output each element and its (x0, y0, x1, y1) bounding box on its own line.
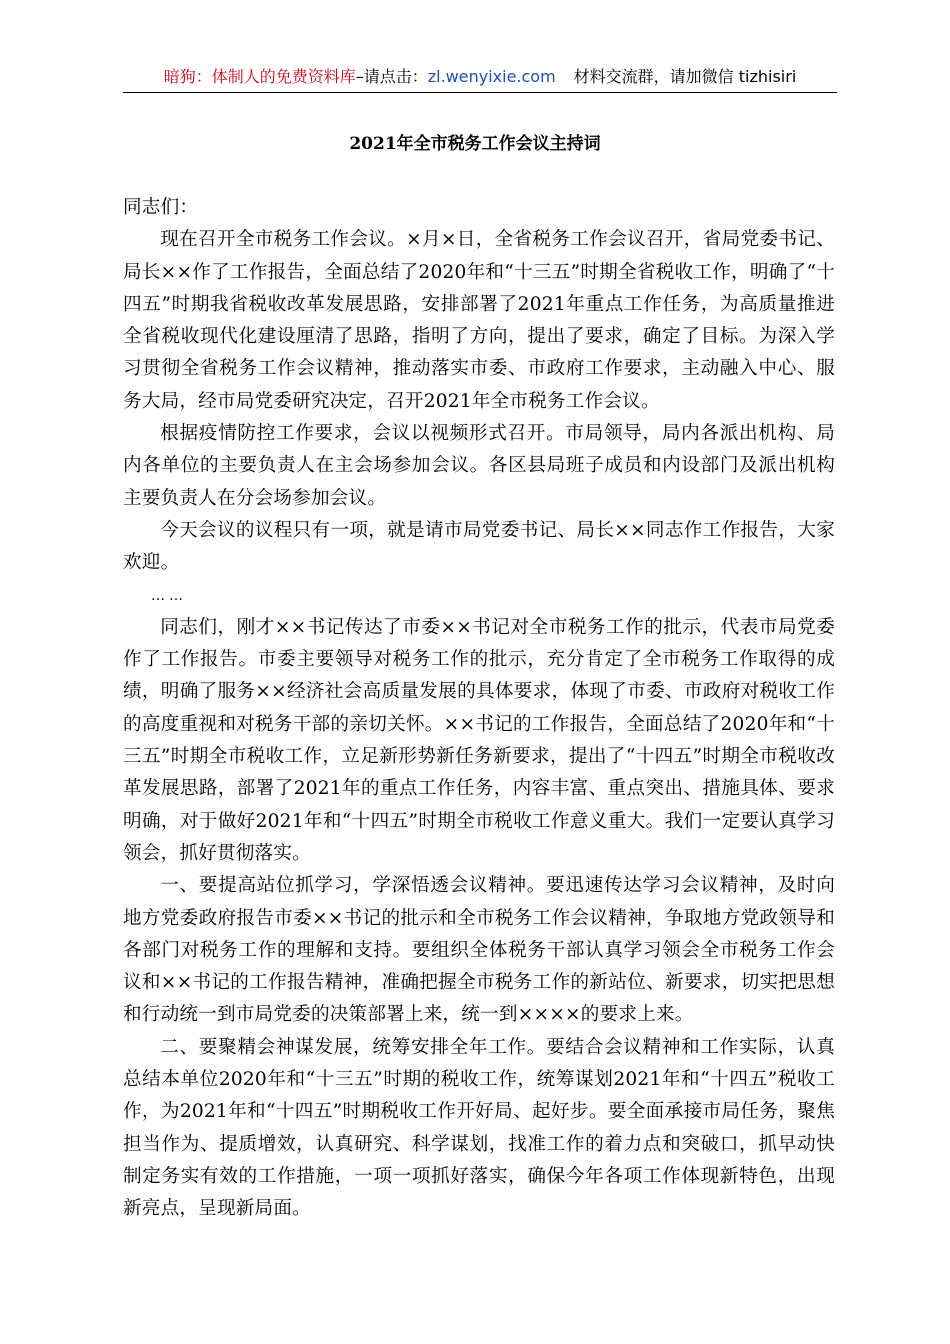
paragraph-6: 二、要聚精会神谋发展，统筹安排全年工作。要结合会议精神和工作实际，认真总结本单位2020年和“十三五”时期的税收工作，统筹谋划2021年和“十四五”税收工作，为2021年和“十四五”时期税收工作开好局、起好步。要全面承接市局任务，聚焦担当作为、提质增效，认真研究、科学谋划，找准工作的着力点和突破口，抓早动快制定务实有效的工作措施，一项一项抓好落实，确保今年各项工作体现新特色，出现新亮点，呈现新局面。 (123, 1036, 835, 1220)
document-title: 2021年全市税务工作会议主持词 (349, 134, 601, 154)
page-header (123, 62, 837, 93)
paragraph-1: 现在召开全市税务工作会议。×月×日，全省税务工作会议召开，省局党委书记、局长××作了工作报告，全面总结了2020年和“十三五”时期全省税收工作，明确了“十四五”时期我省税收改革发展思路，安排部署了2021年重点工作任务，为高质量推进全省税收现代化建设厘清了思路，指明了方向，提出了要求，确定了目标。为深入学习贯彻全省税务工作会议精神，推动落实市委、市政府工作要求，主动融入中心、服务大局，经市局党委研究决定，召开2021年全市税务工作会议。 (123, 229, 835, 412)
document-body (123, 192, 835, 1226)
header-link[interactable]: zl.wenyixie.com (427, 67, 556, 86)
header-separator: –请点击： (355, 67, 428, 86)
paragraph-5: 一、要提高站位抓学习，学深悟透会议精神。要迅速传达学习会议精神，及时向地方党委政府报告市委××书记的批示和全市税务工作会议精神，争取地方党政领导和各部门对税务工作的理解和支持。要组织全体税务干部认真学习领会全市税务工作会议和××书记的工作报告精神，准确把握全市税务工作的新站位、新要求，切实把思想和行动统一到市局党委的决策部署上来，统一到××××的要求上来。 (123, 875, 835, 1026)
paragraph-2: 根据疫情防控工作要求，会议以视频形式召开。市局领导，局内各派出机构、局内各单位的主要负责人在主会场参加会议。各区县局班子成员和内设部门及派出机构主要负责人在分会场参加会议。 (123, 423, 835, 509)
ellipsis: …… (151, 587, 187, 604)
paragraph-3: 今天会议的议程只有一项，就是请市局党委书记、局长××同志作工作报告，大家欢迎。 (123, 519, 835, 574)
header-brand: 暗狗：体制人的免费资料库 (163, 67, 356, 86)
header-wechat-note: 材料交流群，请加微信 tizhisiri (573, 67, 797, 86)
salutation: 同志们： (123, 197, 199, 218)
paragraph-4: 同志们，刚才××书记传达了市委××书记对全市税务工作的批示，代表市局党委作了工作报告。市委主要领导对税务工作的批示，充分肯定了全市税务工作取得的成绩，明确了服务××经济社会高质量发展的具体要求，体现了市委、市政府对税收工作的高度重视和对税务干部的亲切关怀。××书记的工作报告，全面总结了2020年和“十三五”时期全市税收工作，立足新形势新任务新要求，提出了“十四五”时期全市税收改革发展思路，部署了2021年的重点工作任务，内容丰富、重点突出、措施具体、要求明确，对于做好2021年和“十四五”时期全市税收工作意义重大。我们一定要认真学习领会，抓好贯彻落实。 (123, 616, 835, 864)
